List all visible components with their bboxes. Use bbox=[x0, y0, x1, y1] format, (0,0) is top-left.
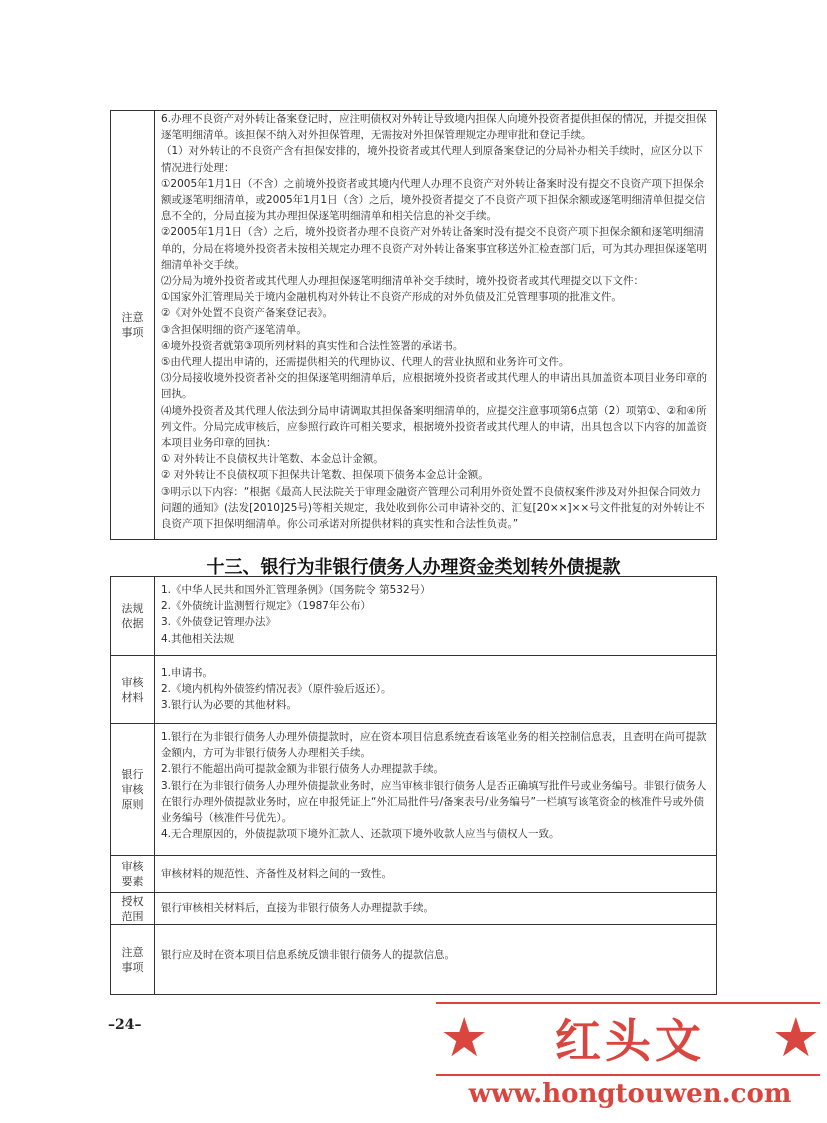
notes-line: ② 对外转让不良债权项下担保共计笔数、担保项下债务本金总计金额。 bbox=[161, 469, 489, 482]
notes-line: ⑤由代理人提出申请的，还需提供相关的代理协议、代理人的营业执照和业务许可文件。 bbox=[161, 356, 570, 369]
table-row-legal-basis bbox=[111, 577, 716, 655]
notes-line: ④境外投资者就第③项所列材料的真实性和合法性签署的承诺书。 bbox=[161, 339, 464, 352]
star-icon: ★ bbox=[771, 1006, 820, 1069]
watermark-rule-top bbox=[436, 1002, 820, 1004]
watermark-banner bbox=[440, 1006, 820, 1070]
watermark-title: 红头文 bbox=[555, 1014, 705, 1068]
row-line: 4.无合理原因的，外债提款项下境外汇款人、还款项下境外收款人应当与债权人一致。 bbox=[161, 828, 560, 841]
row-label: 注意事项 bbox=[121, 945, 144, 974]
row-line: 1.银行在为非银行债务人办理外债提款时，应在资本项目信息系统查看该笔业务的相关控制信息表，且查明在尚可提款金额内，方可为非银行债务人办理相关手续。 bbox=[161, 731, 707, 760]
notes-line: ①国家外汇管理局关于境内金融机构对外转让不良资产形成的对外负债及汇兑管理事项的批准文件。 bbox=[161, 291, 622, 304]
table-row-scope bbox=[111, 892, 716, 924]
row-label: 审核要素 bbox=[121, 860, 144, 888]
star-icon: ★ bbox=[440, 1006, 489, 1069]
row-label: 审核材料 bbox=[121, 675, 144, 704]
notes-line: ②2005年1月1日（含）之后，境外投资者办理不良资产对外转让备案时没有提交不良资产项下担保余额和逐笔明细清单的，分局在将境外投资者未按相关规定办理不良资产对外转让备案事宜移送外汇检查部门后，可为其办理担保逐笔明细清单补交手续。 bbox=[161, 226, 707, 271]
row-line: 3.银行在为非银行债务人办理外债提款业务时，应当审核非银行债务人是否正确填写批件号或业务编号。非银行债务人在银行办理外债提款业务时，应在申报凭证上“外汇局批件号/备案表号/业务编号”一栏填写该笔资金的核准件号或外债业务编号（核准件号优先）。 bbox=[161, 779, 707, 825]
row-line: 1.申请书。 bbox=[161, 667, 214, 679]
notes-line: ⑶分局接收境外投资者补交的担保逐笔明细清单后，应根据境外投资者或其代理人的申请出具加盖资本项目业务印章的回执。 bbox=[161, 372, 707, 401]
row-label: 银行审核原则 bbox=[121, 768, 144, 811]
row-line: 2.《外债统计监测暂行规定》（1987年公布） bbox=[161, 600, 371, 613]
notes-line: ⑷境外投资者及其代理人依法到分局申请调取其担保备案明细清单的，应提交注意事项第6点第（2）项第①、②和④所列文件。分局完成审核后，应参照行政许可相关要求，根据境外投资者或其代理人的申请，出具包含以下内容的加盖资本项目业务印章的回执： bbox=[161, 404, 707, 450]
notes-row bbox=[111, 111, 716, 539]
watermark-url: www.hongtouwen.com bbox=[468, 1079, 792, 1109]
watermark-rule-bottom bbox=[436, 1074, 820, 1076]
row-line: 3.银行认为必要的其他材料。 bbox=[161, 699, 298, 712]
notes-table-continued bbox=[110, 110, 717, 540]
notes-line: 6.办理不良资产对外转让备案登记时，应注明债权对外转让导致境内担保人向境外投资者提供担保的情况，并提交担保逐笔明细清单。该担保不纳入对外担保管理，无需按对外担保管理规定办理审批和登记手续。 bbox=[161, 113, 707, 142]
row-line: 2.银行不能超出尚可提款金额为非银行债务人办理提款手续。 bbox=[161, 763, 445, 776]
row-label: 授权范围 bbox=[121, 894, 144, 923]
row-line: 银行应及时在资本项目信息系统反馈非银行债务人的提款信息。 bbox=[161, 949, 455, 961]
notes-line: ③明示以下内容：“根据《最高人民法院关于审理金融资产管理公司利用外资处置不良债权案件涉及对外担保合同效力问题的通知》(法发[2010]25号)等相关规定，我处收到你公司申请补交的、汇复[20××]××号文件批复的对外转让不良资产项下担保明细清单。你公司承诺对所提供材料的真实性和合法性负责。” bbox=[161, 485, 705, 531]
table-row-materials bbox=[111, 655, 716, 723]
section-title: 十三、银行为非银行债务人办理资金类划转外债提款 bbox=[206, 557, 621, 578]
table-row-notes bbox=[111, 924, 716, 994]
notes-line: ① 对外转让不良债权共计笔数、本金总计金额。 bbox=[161, 453, 384, 466]
row-line: 银行审核相关材料后，直接为非银行债务人办理提款手续。 bbox=[161, 902, 434, 915]
procedure-table bbox=[110, 576, 717, 995]
table-row-review-principles bbox=[111, 723, 716, 855]
notes-line: ①2005年1月1日（不含）之前境外投资者或其境内代理人办理不良资产对外转让备案时没有提交不良资产项下担保余额或逐笔明细清单，或2005年1月1日（含）之后，境外投资者提交了不良资产项下担保余额或逐笔明细清单但提交信息不全的，分局直接为其办理担保逐笔明细清单和相关信息的补交手续。 bbox=[161, 177, 706, 223]
notes-label: 注意事项 bbox=[111, 111, 155, 539]
notes-content bbox=[155, 111, 716, 539]
row-line: 3.《外债登记管理办法》 bbox=[161, 616, 277, 629]
row-label: 法规依据 bbox=[121, 602, 144, 630]
row-line: 审核材料的规范性、齐备性及材料之间的一致性。 bbox=[161, 867, 392, 880]
page-number: –24– bbox=[108, 1017, 142, 1033]
notes-line: （1）对外转让的不良资产含有担保安排的，境外投资者或其代理人到原备案登记的分局补办相关手续时，应区分以下情况进行处理： bbox=[161, 145, 704, 174]
row-line: 4.其他相关法规 bbox=[161, 632, 235, 645]
notes-line: ②《对外处置不良资产备案登记表》。 bbox=[161, 307, 334, 320]
row-line: 1.《中华人民共和国外汇管理条例》（国务院令 第532号） bbox=[161, 584, 431, 596]
notes-line: ⑵分局为境外投资者或其代理人办理担保逐笔明细清单补交手续时，境外投资者或其代理提交以下文件： bbox=[161, 275, 644, 288]
row-line: 2.《境内机构外债签约情况表》（原件验后返还）。 bbox=[161, 683, 392, 696]
notes-line: ③含担保明细的资产逐笔清单。 bbox=[161, 323, 307, 336]
table-row-review-elements bbox=[111, 855, 716, 892]
